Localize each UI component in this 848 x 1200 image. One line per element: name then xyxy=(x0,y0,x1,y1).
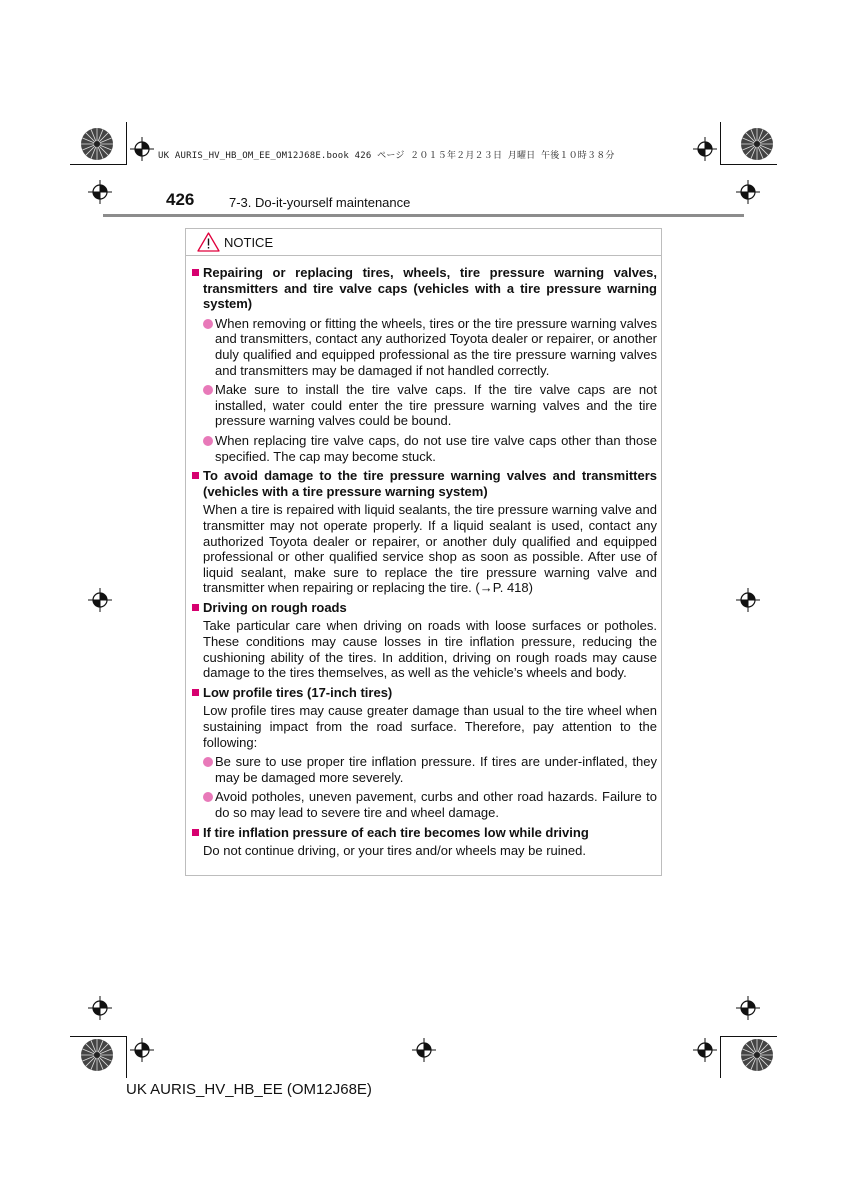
warning-triangle-icon xyxy=(197,232,220,252)
file-header: UK AURIS_HV_HB_OM_EE_OM12J68E.book 426 ページ ２０１５年２月２３日 月曜日 午後１０時３８分 xyxy=(158,151,615,161)
list-item xyxy=(190,789,657,820)
registration-mark-icon xyxy=(693,137,717,161)
square-bullet-icon xyxy=(192,604,199,611)
crop-disc-icon xyxy=(80,127,114,161)
registration-mark-icon xyxy=(130,1038,154,1062)
crop-disc-icon xyxy=(740,127,774,161)
trim-line xyxy=(126,122,127,164)
notice-header xyxy=(186,229,661,256)
item-paragraph: When a tire is repaired with liquid sealants, the tire pressure warning valve and transmitter may not operate properly. If a liquid sealant is used, contact any authorized Toyota dealer or repairer, or another duly qualified and equipped professional or other qualified service shop as soon as possible. After use of liquid sealant, make sure to replace the tire pressure warning valve and transmitter when repairing or replacing the tire. (→P. 418) xyxy=(203,502,657,596)
item-heading: Low profile tires (17-inch tires) xyxy=(203,684,393,700)
registration-mark-icon xyxy=(88,996,112,1020)
trim-line xyxy=(720,122,721,164)
registration-mark-icon xyxy=(736,180,760,204)
list-item xyxy=(190,754,657,785)
list-item-text: Be sure to use proper tire inflation pressure. If tires are under-inflated, they may be damaged more severely. xyxy=(215,754,657,785)
crop-disc-icon xyxy=(80,1038,114,1072)
square-bullet-icon xyxy=(192,269,199,276)
square-bullet-icon xyxy=(192,829,199,836)
item-heading: To avoid damage to the tire pressure warning valves and transmitters (vehicles with a tire pressure warning system) xyxy=(203,468,657,499)
page-number: 426 xyxy=(166,190,195,209)
header-rule xyxy=(103,214,744,217)
trim-line xyxy=(126,1036,127,1078)
trim-line xyxy=(70,164,127,165)
registration-mark-icon xyxy=(412,1038,436,1062)
notice-body xyxy=(186,256,661,859)
trim-line xyxy=(70,1036,127,1037)
trim-line xyxy=(720,164,777,165)
list-item xyxy=(190,316,657,378)
circle-bullet-icon xyxy=(203,385,213,395)
item-paragraph: Take particular care when driving on roads with loose surfaces or potholes. These conditions may cause losses in tire inflation pressure, reducing the cushioning ability of the tires. In addition, driving on rough roads may cause damage to the tires themselves, as well as the vehicle’s wheels and body. xyxy=(203,618,657,681)
square-bullet-icon xyxy=(192,472,199,479)
notice-item-rough-roads xyxy=(190,600,657,616)
list-item xyxy=(190,433,657,464)
registration-mark-icon xyxy=(736,996,760,1020)
section-title: 7-3. Do-it-yourself maintenance xyxy=(229,195,411,210)
notice-item-tire-replacement xyxy=(190,265,657,312)
list-item-text: Avoid potholes, uneven pavement, curbs and other road hazards. Failure to do so may lead to severe tire and wheel damage. xyxy=(215,789,657,820)
notice-item-valve-damage xyxy=(190,468,657,499)
footer-model-code: UK AURIS_HV_HB_EE (OM12J68E) xyxy=(126,1081,372,1098)
registration-mark-icon xyxy=(88,180,112,204)
list-item xyxy=(190,382,657,429)
registration-mark-icon xyxy=(693,1038,717,1062)
item-paragraph: Do not continue driving, or your tires and/or wheels may be ruined. xyxy=(203,843,586,859)
circle-bullet-icon xyxy=(203,319,213,329)
notice-item-low-profile-tires xyxy=(190,685,657,701)
circle-bullet-icon xyxy=(203,792,213,802)
registration-mark-icon xyxy=(88,588,112,612)
notice-item-low-pressure xyxy=(190,825,657,841)
item-heading: Driving on rough roads xyxy=(203,599,347,615)
registration-mark-icon xyxy=(736,588,760,612)
registration-mark-icon xyxy=(130,137,154,161)
list-item-text: When replacing tire valve caps, do not use tire valve caps other than those specified. The cap may become stuck. xyxy=(215,432,657,464)
trim-line xyxy=(720,1036,721,1078)
circle-bullet-icon xyxy=(203,436,213,446)
crop-disc-icon xyxy=(740,1038,774,1072)
circle-bullet-icon xyxy=(203,757,213,767)
notice-title: NOTICE xyxy=(224,234,274,250)
square-bullet-icon xyxy=(192,689,199,696)
item-heading: If tire inflation pressure of each tire becomes low while driving xyxy=(203,824,589,840)
list-item-text: When removing or fitting the wheels, tires or the tire pressure warning valves and transmitters, contact any authorized Toyota dealer or repairer, or another duly qualified and equipped professional as the tire pressure warning valves and transmitters may be damaged if not handled correctly. xyxy=(215,315,658,378)
notice-box xyxy=(185,228,662,876)
item-paragraph: Low profile tires may cause greater damage than usual to the tire wheel when sustaining impact from the road surface. Therefore, pay attention to the following: xyxy=(203,703,657,750)
trim-line xyxy=(720,1036,777,1037)
list-item-text: Make sure to install the tire valve caps. If the tire valve caps are not installed, water could enter the tire pressure warning valves and the tire pressure warning valves could be bound. xyxy=(215,382,657,429)
item-heading: Repairing or replacing tires, wheels, tire pressure warning valves, transmitters and tire valve caps (vehicles with a tire pressure warning system) xyxy=(203,265,657,312)
